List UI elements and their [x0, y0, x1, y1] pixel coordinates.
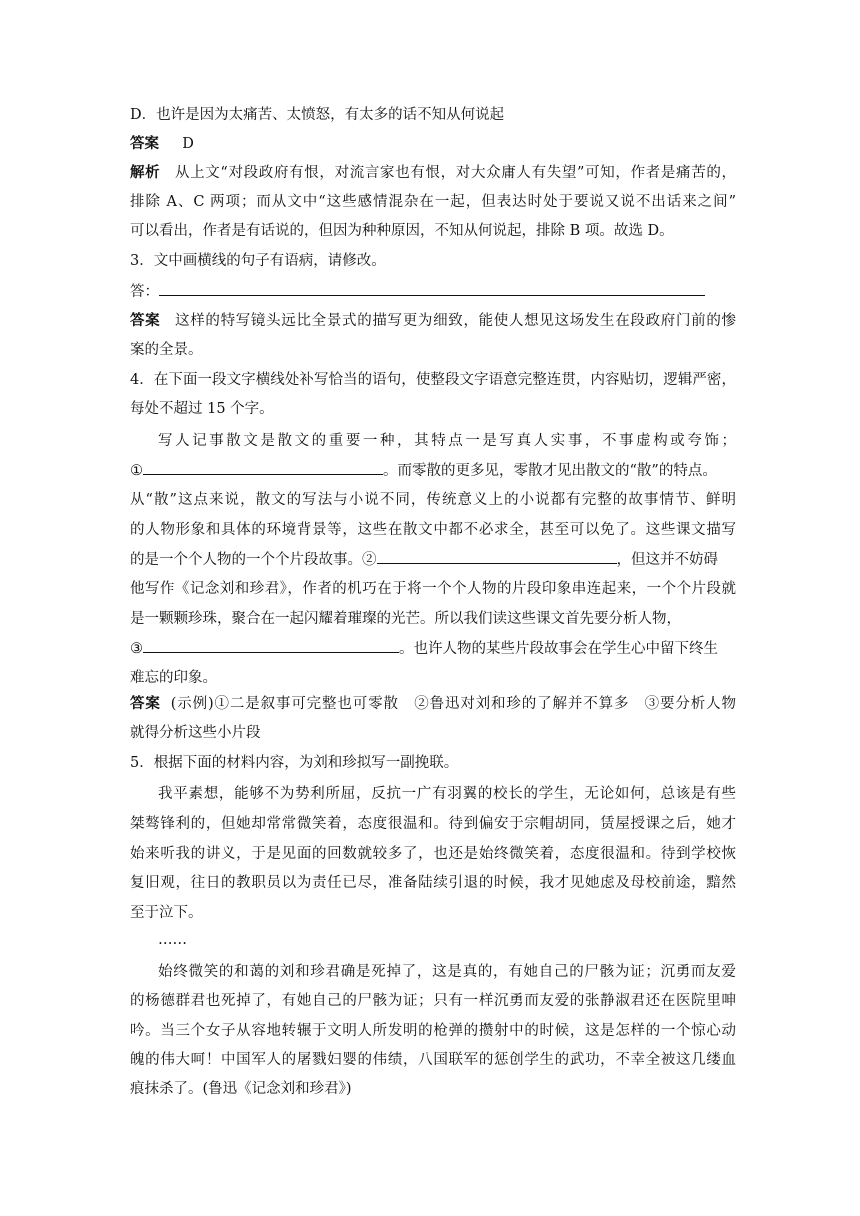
- answer-label: 答案: [130, 312, 161, 329]
- answer-value: D: [182, 136, 194, 152]
- q5-material-line: 桀骜锋利的，但她却常常微笑着，态度很温和。待到偏安于宗帽胡同，赁屋授课之后，她才: [130, 816, 736, 832]
- blank-2[interactable]: [377, 549, 617, 564]
- q4-question: 每处不超过 15 个字。: [130, 401, 274, 417]
- q3-answer-prompt: 答：: [130, 281, 705, 302]
- answer-label: 答案: [130, 135, 159, 152]
- q5-material-line: 痕抹杀了。(鲁迅《记念刘和珍君》): [130, 1081, 352, 1097]
- q5-material-line: 至于泣下。: [130, 905, 203, 921]
- q4-passage-line: 从“散”这点来说，散文的写法与小说不同，传统意义上的小说都有完整的故事情节、鲜明: [130, 492, 736, 508]
- q4-answer: 答案 (示例)①二是叙事可完整也可零散 ②鲁迅对刘和珍的了解并不算多 ③要分析人物: [130, 695, 737, 712]
- q3-question: 3．文中画横线的句子有语病，请修改。: [130, 253, 386, 269]
- q4-answer-line: 就得分析这些小片段: [130, 725, 261, 741]
- q5-material-line: 我平素想，能够不为势利所屈，反抗一广有羽翼的校长的学生，无论如何，总该是有些: [158, 786, 736, 802]
- blank-3[interactable]: [143, 638, 399, 653]
- answer-label: 答案: [130, 695, 161, 712]
- q2-answer: [130, 134, 194, 154]
- ellipsis: ……: [158, 932, 187, 948]
- q3-answer-line: 案的全景。: [130, 342, 203, 358]
- q5-material-line: 的杨德群君也死掉了，有她自己的尸骸为证；只有一样沉勇而友爱的张静淑君还在医院里呻: [130, 993, 736, 1009]
- q4-passage-line: 的人物形象和具体的环境背景等，这些在散文中都不必求全，甚至可以免了。这些课文描写: [130, 522, 736, 538]
- q5-material-line: 始终微笑的和蔼的刘和珍君确是死掉了，这是真的，有她自己的尸骸为证；沉勇而友爱: [158, 964, 736, 980]
- q2-analysis-line: 排除 A、C 两项；而从文中“这些感情混杂在一起，但表达时处于要说又说不出话来之间”: [130, 194, 736, 210]
- q5-material-line: 吟。当三个女子从容地转辗于文明人所发明的枪弹的攒射中的时候，这是怎样的一个惊心动: [130, 1023, 736, 1039]
- q4-passage-line: 的是一个个人物的一个个片段故事。② ，但这并不妨碍: [130, 549, 718, 570]
- q5-material-line: 魄的伟大呵！中国军人的屠戮妇婴的伟绩，八国联军的惩创学生的武功，不幸全被这几缕血: [130, 1052, 736, 1068]
- q4-passage-line: 难忘的印象。: [130, 670, 217, 686]
- q4-question: 4．在下面一段文字横线处补写恰当的语句，使整段文字语意完整连贯，内容贴切，逻辑严密，: [130, 372, 736, 388]
- analysis-label: 解析: [130, 164, 161, 181]
- q3-answer: 答案 这样的特写镜头远比全景式的描写更为细致，能使人想见这场发生在段政府门前的惨: [130, 312, 736, 329]
- q4-passage-line: ① 。而零散的更多见，零散才见出散文的“散”的特点。: [130, 460, 717, 481]
- q4-passage-line: 他写作《记念刘和珍君》，作者的机巧在于将一个个人物的片段印象串连起来，一个个片段就: [130, 581, 736, 597]
- answer-blank[interactable]: [159, 281, 705, 296]
- q2-analysis-line: 可以看出，作者是有话说的，但因为种种原因，不知从何说起，排除 B 项。故选 D。: [130, 223, 674, 239]
- blank-1[interactable]: [143, 460, 383, 475]
- q4-passage-line: 是一颗颗珍珠，聚合在一起闪耀着璀璨的光芒。所以我们读这些课文首先要分析人物，: [130, 611, 681, 627]
- q5-material-line: 复旧观，往日的教职员以为责任已尽，准备陆续引退的时候，我才见她虑及母校前途，黯然: [130, 875, 736, 891]
- q4-passage-line: 写人记事散文是散文的重要一种，其特点一是写真人实事，不事虚构或夸饰；: [158, 433, 736, 449]
- q5-material-line: 始来听我的讲义，于是见面的回数就较多了，也还是始终微笑着，态度很温和。待到学校恢: [130, 846, 736, 862]
- q5-question: 5．根据下面的材料内容，为刘和珍拟写一副挽联。: [130, 755, 459, 771]
- option-d: D．也许是因为太痛苦、太愤怒，有太多的话不知从何说起: [130, 107, 505, 123]
- q4-passage-line: ③ 。也许人物的某些片段故事会在学生心中留下终生: [130, 638, 718, 659]
- q2-analysis-line: 解析 从上文“对段政府有恨，对流言家也有恨，对大众庸人有失望”可知，作者是痛苦的，: [130, 164, 736, 181]
